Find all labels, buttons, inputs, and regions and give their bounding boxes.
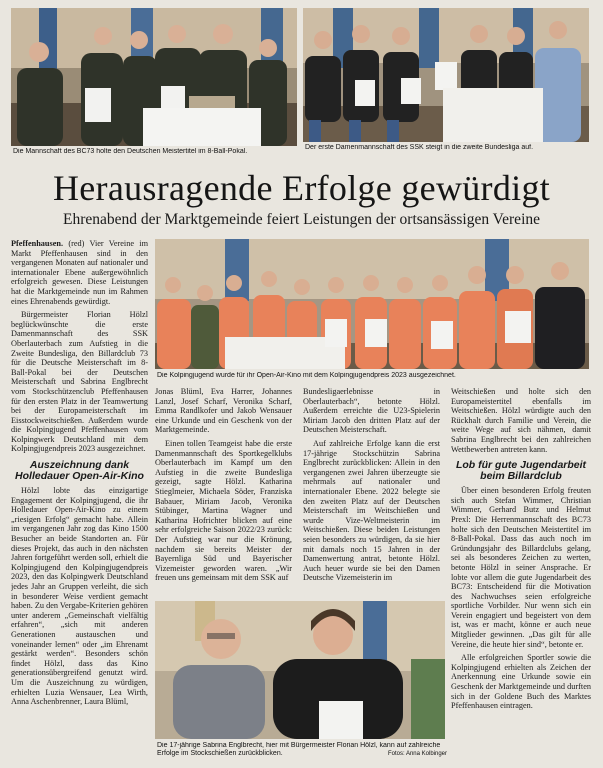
paragraph: Über einen besonderen Erfolg freuten sich auch Stefan Wimmer, Christian Wimmer, Gerhard Butz und Helmut Prexl: Die Herrenmannschaft des BC73 holte sich den Deutschen Meistertitel im 8-Ball-Pokal. Dass das auch noch im Gründungsjahr des Billardclubs gelang, sei als besonderes Zeichen zu werten, betonte Hölzl in seiner Ansprache. Er lobte vor allem die gute Jugendarbeit des BC73: Entscheidend für die Motivation des Nachwuchses seien erfolgreiche sportliche Vorbilder. Nur wenn sich ein Verein engagiert und begeistert von dem ist, was er macht, könne er auch neue Mitglieder gewinnen. „Das gilt für alle Vereine, die heute hier sind“, betonte er. (451, 486, 591, 649)
article-column-2 (155, 387, 292, 587)
lead-paragraph (11, 239, 148, 306)
photo-caption-sabrina (157, 742, 447, 758)
photo-bc73-team-image (11, 8, 297, 146)
paragraph: Einen tollen Teamgeist habe die erste Damenmannschaft des Sportkegelklubs Oberlauterbach im Kampf um den Aufstieg in die zweite Bundesliga gezeigt, sagte Hölzl. Katharina Stieglmeier, Michaela Söder, Franziska Babauer, Miriam Jacob, Veronika Stübinger, Martina Wagner und Katharina Hofrichter blicken auf eine sehr erfolgreiche Saison 2022/23 zurück: Der Aufstieg war nur die Krönung, nachdem sie bereits Meister der Bayernliga Süd und Bayerischer Vizemeister geworden waren. „Wir freuen uns gemeinsam mit dem SSK auf (155, 438, 292, 583)
article-headline: Herausragende Erfolge gewürdigt (52, 168, 551, 208)
lead-text: (red) Vier Vereine im Markt Pfeffenhausen sind in den vergangenen Monaten auf nationaler und internationaler Ebene außergewöhnlich erfolgreich gewesen. Diese Leistungen hat die Marktgemeinde nun im Rahmen eines Ehrenabends gewürdigt. (11, 239, 148, 306)
paragraph: Hölzl lobte das einzigartige Engagement der Kolpingjugend, die ihr Holledauer Open-Air-Kino zu einem „riesigen Erfolg“ gemacht habe. Allein im vergangenen Jahr zog das Kino 1500 Besucher an beide Standorten an. Für dieses Projekt, das auch in den nächsten Jahren fortgeführt werden soll, erhielt die Kolpingjugend den Kolpingjugendpreis 2023, den das Kolpingwerk Deutschland jedes Jahr an Gruppen verleiht, die sich in besonderer Weise verdient gemacht haben. Zu den Vergabe-Kriterien gehören unter anderem „Gemeinschaft vielfältig erfahren“, „sich mit anderen Generationen austauschen und voneinander lernen“ oder „im Ehrenamt gestärkt werden“. Besonders schön findet Hölzl, dass das Kino generationsübergreifend genutzt wird. Um die Auszeichnung zu würdigen, erhielten Luzia Wensauer, Lea Wirth, Anna Aschenbrenner, Laura Blüml, (11, 486, 148, 707)
photo-caption-ssk: Der erste Damenmannschaft des SSK steigt in die zweite Bundesliga auf. (305, 144, 534, 151)
photo-credit: Fotos: Anna Kolbinger (387, 751, 447, 757)
article-column-1 (11, 239, 148, 768)
photo-bc73-team (11, 8, 297, 146)
paragraph: Jonas Blüml, Eva Harrer, Johannes Lanzl, Josef Scharf, Veronika Scharf, Emma Randlkofer und Jakob Wensauer eine Urkunde und ein Geschenk von der Marktgemeinde. (155, 387, 292, 435)
photo-ssk-team-image (303, 8, 589, 142)
subheading-billardclub: Lob für gute Jugendarbeit beim Billardclub (455, 459, 587, 483)
paragraph: Auf zahlreiche Erfolge kann die erst 17-jährige Stockschützin Sabrina Englbrecht zurückblicken: Allein in den vergangenen zwei Jahren überzeugte sie mehrmals auf nationaler und internationaler Ebene. 2022 belegte sie den zweiten Platz auf der Deutschen Meisterschaft im Weitschießen und wurde Vize-Weltmeisterin im Weitschießen. Diese beiden Leistungen seien besonders zu würdigen, da sie hier mit damals noch 15 Jahren in der Damenwertung antrat, betonte Hölzl. Auch heuer wurde sie bei den Damen Deutsche Vizemeisterin im (303, 438, 440, 583)
photo-caption-kolping: Die Kolpingjugend wurde für ihr Open-Air-Kino mit dem Kolpingjugendpreis 2023 ausgezeichnet. (157, 372, 456, 379)
subheading-open-air-kino: Auszeichnung dank Holledauer Open-Air-Kino (15, 459, 144, 483)
photo-kolpingjugend-image (155, 239, 589, 369)
photo-kolpingjugend (155, 239, 589, 369)
paragraph: Bundesligaerlebnisse in Oberlauterbach“, betonte Hölzl. Außerdem erreichte die U23-Spielerin Miriam Jacob den dritten Platz auf der Deutschen Meisterschaft. (303, 387, 440, 435)
article-column-3 (303, 387, 440, 587)
photo-sabrina-englbrecht (155, 601, 445, 739)
paragraph: Bürgermeister Florian Hölzl beglückwünschte die erste Damenmannschaft des SSK Oberlauterbach zum Aufstieg in die Zweite Bundesliga, den Billardclub 73 für die Deutsche Meisterschaft im 8-Ball-Pokal bei der Deutschen Meisterschaft und Sabrina Englbrecht vom Stockschützenclub Pfeffenhausen für den ersten Platz in der Teamwertung bei der Europameisterschaft im Eisstockweitschießen. Außerdem wurde die Kolpingjugend Pfeffenhausen vom Kolpingwerk Deutschland mit dem Kolpingjugendpreis 2023 ausgezeichnet. (11, 310, 148, 454)
dateline: Pfeffenhausen. (11, 239, 64, 248)
article-column-4 (451, 387, 591, 768)
photo-sabrina-image (155, 601, 445, 739)
photo-caption-bc73: Die Mannschaft des BC73 holte den Deutschen Meistertitel im 8-Ball-Pokal. (13, 148, 248, 155)
photo-ssk-team (303, 8, 589, 142)
paragraph: Alle erfolgreichen Sportler sowie die Kolpingjugend erhielten als Zeichen der Anerkennung eine Urkunde sowie ein Geschenk der Marktgemeinde und durften sich in der Goldene Buch des Marktes Pfeffenhausen eintragen. (451, 653, 591, 711)
photo-caption-sabrina-text: Die 17-jährige Sabrina Englbrecht, hier mit Bürgermeister Florian Hölzl, kann auf zahlreiche Erfolge im Stockschießen zurückblicken. (157, 742, 441, 757)
article-subheadline: Ehrenabend der Marktgemeinde feiert Leistungen der ortsansässigen Vereine (62, 211, 541, 228)
paragraph: Weitschießen und holte sich den Europameistertitel ebenfalls im Weitschießen. Hölzl würdigte auch den Rückhalt durch Familie und Verein, die weite Wege auf sich nähmen, damit Sabrina Englbrecht bei den zahlreichen Wettbewerben antreten kann. (451, 387, 591, 454)
